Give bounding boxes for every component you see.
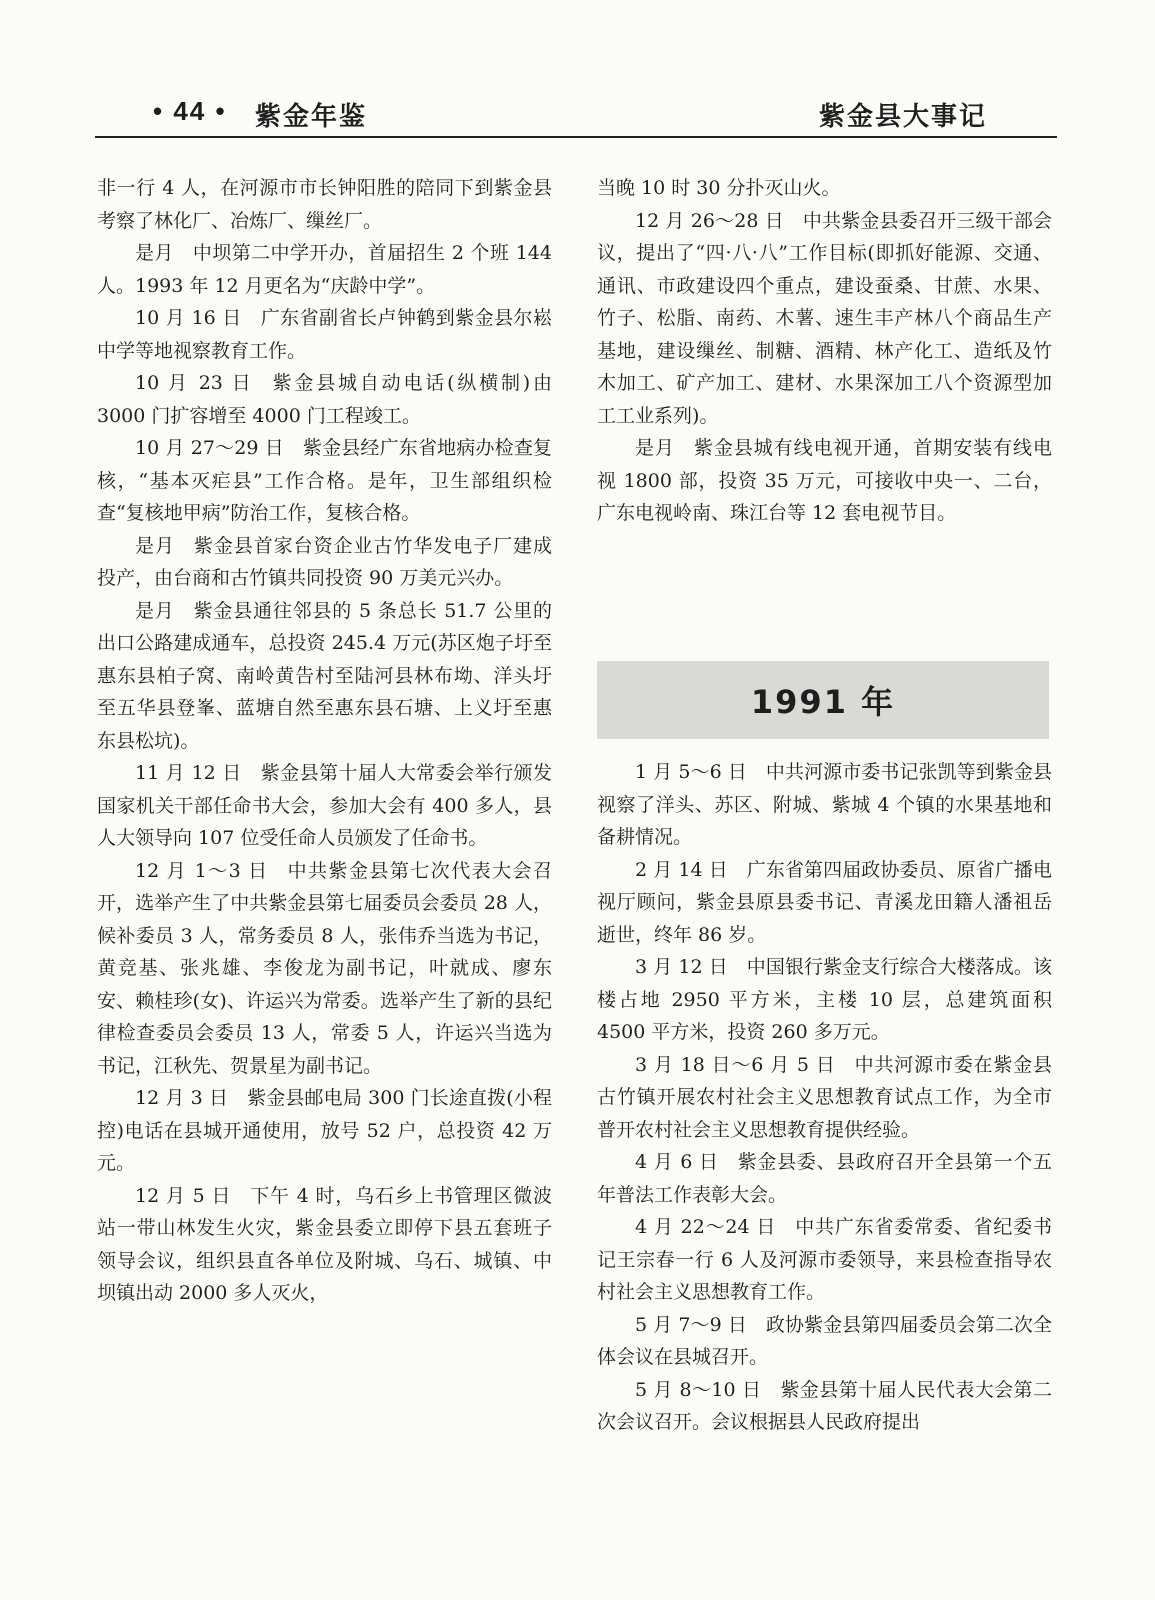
entry-text: 紫金县城有线电视开通，首期安装有线电视 1800 部，投资 35 万元，可接收中央一、二台，广东电视岭南、珠江台等 12 套电视节目。 [597, 437, 1052, 524]
year-heading-band [597, 661, 1049, 739]
entry [97, 1180, 552, 1310]
entry-text: 当晚 10 时 30 分扑灭山火。 [597, 177, 841, 199]
entry-text: 紫金县通往邻县的 5 条总长 51.7 公里的出口公路建成通车，总投资 245.4 万元(苏区炮子圩至惠东县柏子窝、南岭黄告村至陆河县林布坳、洋头圩至五华县登峯、蓝塘自然至惠东县石塘、上义圩至惠东县松坑)。 [97, 599, 552, 752]
entry-text: 非一行 4 人，在河源市市长钟阳胜的陪同下到紫金县考察了林化厂、冶炼厂、缫丝厂。 [97, 177, 552, 232]
entry [97, 530, 552, 595]
entry-date: 3 月 12 日 [635, 956, 728, 978]
entry [97, 432, 552, 530]
entry-text: 紫金县第十届人民代表大会第二次会议召开。会议根据县人民政府提出 [597, 1378, 1052, 1433]
entry [597, 1309, 1052, 1374]
entry [597, 432, 1052, 530]
entry-text: 紫金县城自动电话(纵横制)由 3000 门扩容增至 4000 门工程竣工。 [97, 372, 552, 427]
entry-text: 广东省副省长卢钟鹤到紫金县尔崧中学等地视察教育工作。 [97, 307, 552, 362]
entry [597, 205, 1052, 433]
entry-text: 下午 4 时，乌石乡上书管理区微波站一带山林发生火灾，紫金县委立即停下县五套班子领导会议，组织县直各单位及附城、乌石、城镇、中坝镇出动 2000 多人灭火， [97, 1184, 552, 1304]
entry-text: 中共紫金县第七次代表大会召开，选举产生了中共紫金县第七届委员会委员 28 人，候补委员 3 人，常务委员 8 人，张伟乔当选为书记，黄竞基、张兆雄、李俊龙为副书记，叶就成、廖东安、赖桂珍(女)、许运兴为常委。选举产生了新的县纪律检查委员会委员 13 人，常委 5 人，许运兴当选为书记，江秋先、贺景星为副书记。 [97, 859, 552, 1077]
left-column [97, 172, 552, 1310]
entry-date: 10 月 16 日 [135, 307, 242, 329]
entry-text: 广东省第四届政协委员、原省广播电视厅顾问，紫金县原县委书记、青溪龙田籍人潘祖岳逝世，终年 86 岁。 [597, 858, 1052, 946]
year-heading: 1991 年 [750, 683, 896, 721]
entry [597, 1374, 1052, 1439]
entry [597, 172, 1052, 205]
entry-text: 紫金县首家台资企业古竹华发电子厂建成投产，由台商和古竹镇共同投资 90 万美元兴办。 [97, 534, 552, 589]
entry-date: 1 月 5～6 日 [635, 761, 747, 783]
entry-date: 5 月 7～9 日 [635, 1313, 747, 1336]
entry-date: 10 月 23 日 [135, 372, 254, 394]
entry-text: 紫金县经广东省地病办检查复核，“基本灭疟县”工作合格。是年，卫生部组织检查“复核地甲病”防治工作，复核合格。 [97, 437, 552, 524]
entry-text: 中共河源市委书记张凯等到紫金县视察了洋头、苏区、附城、紫城 4 个镇的水果基地和备耕情况。 [597, 761, 1052, 848]
book-title: 紫金年鉴 [255, 102, 368, 132]
entry-date: 10 月 27～29 日 [135, 437, 284, 459]
entry-date: 4 月 6 日 [635, 1151, 719, 1173]
entry [97, 367, 552, 432]
entry-text: 中坝第二中学开办，首届招生 2 个班 144 人。1993 年 12 月更名为“庆龄中学”。 [97, 242, 552, 297]
page-number: • 44 • [153, 96, 227, 126]
entry-text: 中国银行紫金支行综合大楼落成。该楼占地 2950 平方米，主楼 10 层，总建筑面积 4500 平方米，投资 260 多万元。 [597, 956, 1052, 1043]
entry-date: 是月 [135, 599, 175, 622]
entry-text: 政协紫金县第四届委员会第二次全体会议在县城召开。 [597, 1313, 1052, 1368]
entry-date: 12 月 5 日 [135, 1184, 232, 1207]
entry-text: 紫金县邮电局 300 门长途直拨(小程控)电话在县城开通使用，放号 52 户，总投资 42 万元。 [97, 1087, 552, 1174]
entry [97, 1082, 552, 1180]
entry-date: 4 月 22～24 日 [635, 1216, 777, 1238]
entry [97, 172, 552, 237]
right-column-bottom [597, 756, 1052, 1439]
section-title: 紫金县大事记 [818, 102, 987, 132]
entry [597, 1146, 1052, 1211]
entry [597, 1049, 1052, 1147]
entry-date: 12 月 3 日 [135, 1087, 229, 1109]
entry-text: 中共紫金县委召开三级干部会议，提出了“四·八·八”工作目标(即抓好能源、交通、通讯、市政建设四个重点，建设蚕桑、甘蔗、水果、竹子、松脂、南药、木薯、速生丰产林八个商品生产基地，建设缫丝、制糖、酒精、林产化工、造纸及竹木加工、矿产加工、建材、水果深加工八个资源型加工工业系列)。 [597, 209, 1052, 427]
entry-date: 12 月 26～28 日 [635, 209, 784, 232]
entry-date: 3 月 18 日～6 月 5 日 [635, 1053, 836, 1076]
entry-date: 5 月 8～10 日 [635, 1378, 762, 1401]
entry-date: 2 月 14 日 [635, 858, 728, 881]
entry-text: 中共河源市委在紫金县古竹镇开展农村社会主义思想教育试点工作，为全市普开农村社会主义思想教育提供经验。 [597, 1053, 1052, 1141]
entry-text: 紫金县第十届人大常委会举行颁发国家机关干部任命书大会，参加大会有 400 多人，县人大领导向 107 位受任命人员颁发了任命书。 [97, 762, 552, 849]
entry [97, 855, 552, 1083]
entry [597, 951, 1052, 1049]
entry-date: 是月 [635, 437, 675, 459]
right-column-top [597, 172, 1052, 530]
entry [597, 756, 1052, 854]
entry-text: 紫金县委、县政府召开全县第一个五年普法工作表彰大会。 [597, 1151, 1052, 1206]
entry [97, 237, 552, 302]
entry-date: 是月 [135, 534, 175, 557]
entry-text: 中共广东省委常委、省纪委书记王宗春一行 6 人及河源市委领导，来县检查指导农村社会主义思想教育工作。 [597, 1216, 1052, 1303]
entry [97, 302, 552, 367]
entry [97, 595, 552, 758]
entry [597, 1211, 1052, 1309]
entry-date: 11 月 12 日 [135, 762, 242, 784]
entry-date: 12 月 1～3 日 [135, 859, 269, 882]
entry [97, 757, 552, 855]
entry [597, 854, 1052, 952]
page-header [95, 94, 1057, 138]
entry-date: 是月 [135, 242, 174, 264]
